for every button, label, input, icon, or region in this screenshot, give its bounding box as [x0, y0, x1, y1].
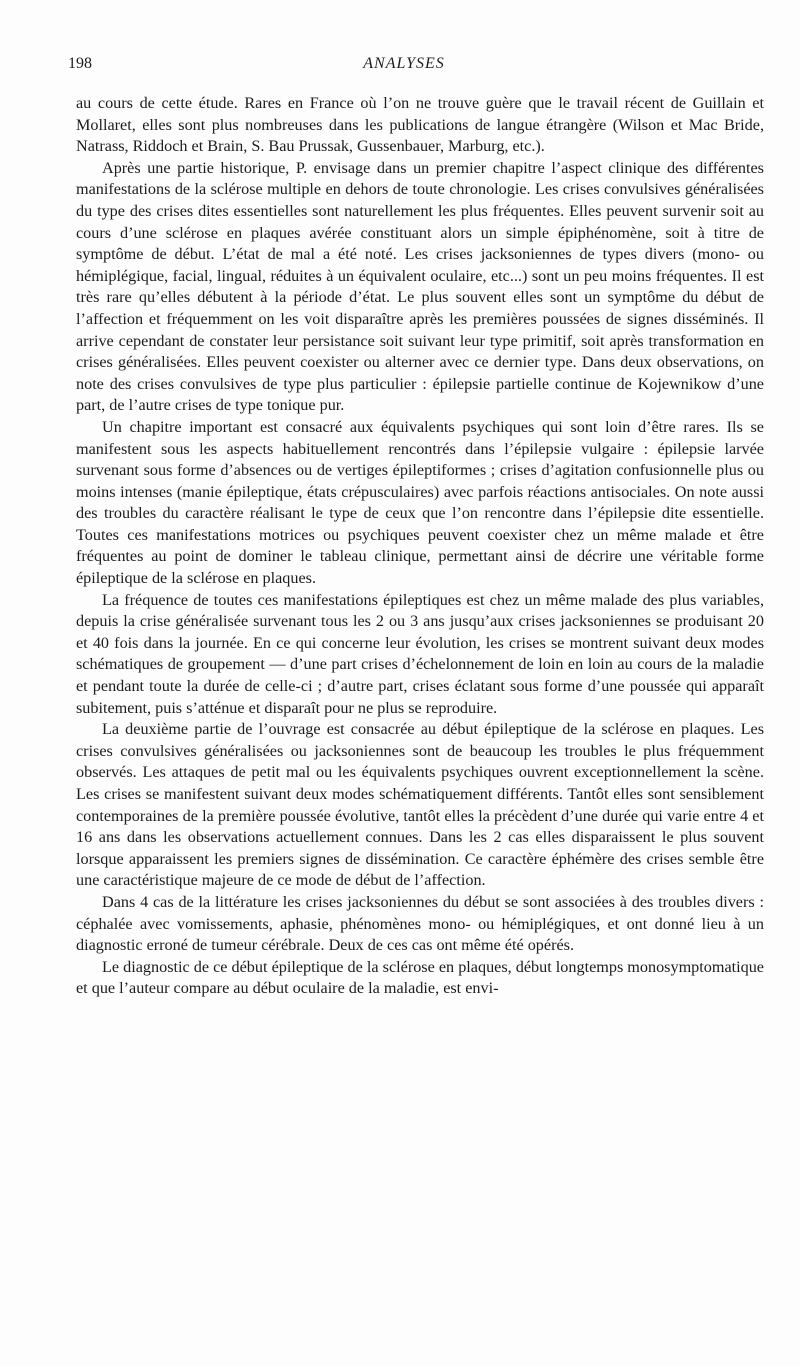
page-header	[68, 55, 740, 79]
paragraph: Le diagnostic de ce début épileptique de la sclérose en plaques, début longtemps monosymptomatique et que l’auteur compare au début oculaire de la maladie, est envi-	[76, 957, 764, 998]
paragraph: Un chapitre important est consacré aux équivalents psychiques qui sont loin d’être rares. Ils se manifestent sous les aspects habituellement rencontrés dans l’épilepsie vulgaire : épilepsie larvée survenant sous forme d’absences ou de vertiges épileptiformes ; crises d’agitation confusionnelle plus ou moins intenses (manie épileptique, états crépusculaires) avec parfois réactions antisociales. On note aussi des troubles du caractère réalisant le type de ceux que l’on rencontre dans l’épilepsie dite essentielle. Toutes ces manifestations motrices ou psychiques peuvent coexister chez un même malade et être fréquentes au point de dominer le tableau clinique, permettant ainsi de décrire une véritable forme épileptique de la sclérose en plaques.	[76, 417, 764, 588]
paragraph: Après une partie historique, P. envisage dans un premier chapitre l’aspect clinique des différentes manifestations de la sclérose multiple en dehors de toute chronologie. Les crises convulsives généralisées du type des crises dites essentielles sont naturellement les plus fréquentes. Elles peuvent survenir soit au cours d’une sclérose en plaques avérée constituant alors un simple épiphénomène, soit à titre de symptôme de début. L’état de mal a été noté. Les crises jacksoniennes de types divers (mono- ou hémiplégique, facial, lingual, réduites à un équivalent oculaire, etc...) sont un peu moins fréquentes. Il est très rare qu’elles débutent à la période d’état. Le plus souvent elles sont un symptôme du début de l’affection et fréquemment on les voit disparaître après les premières poussées de signes disséminés. Il arrive cependant de constater leur persistance soit suivant leur type primitif, soit après transformation en crises généralisées. Elles peuvent coexister ou alterner avec ce dernier type. Dans deux observations, on note des crises convulsives de type plus particulier : épilepsie partielle continue de Kojewnikow d’une part, de l’autre crises de type tonique pur.	[76, 158, 764, 415]
page-number: 198	[68, 55, 92, 72]
body-text	[76, 93, 764, 1000]
running-title: ANALYSES	[363, 55, 445, 72]
paragraph: Dans 4 cas de la littérature les crises jacksoniennes du début se sont associées à des troubles divers : céphalée avec vomissements, aphasie, phénomènes mono- ou hémiplégiques, et ont donné lieu à un diagnostic erroné de tumeur cérébrale. Deux de ces cas ont même été opérés.	[76, 892, 764, 955]
paragraph: au cours de cette étude. Rares en France où l’on ne trouve guère que le travail récent de Guillain et Mollaret, elles sont plus nombreuses dans les publications de langue étrangère (Wilson et Mac Bride, Natrass, Riddoch et Brain, S. Bau Prussak, Gussenbauer, Marburg, etc.).	[76, 94, 764, 156]
paragraph: La fréquence de toutes ces manifestations épileptiques est chez un même malade des plus variables, depuis la crise généralisée survenant tous les 2 ou 3 ans jusqu’aux crises jacksoniennes se produisant 20 et 40 fois dans la journée. En ce qui concerne leur évolution, les crises se montrent suivant deux modes schématiques de groupement — d’une part crises d’échelonnement de loin en loin au cours de la maladie et pendant toute la durée de celle-ci ; d’autre part, crises éclatant sous forme d’une poussée qui apparaît subitement, puis s’atténue et disparaît pour ne plus se reproduire.	[76, 590, 764, 717]
paragraph: La deuxième partie de l’ouvrage est consacrée au début épileptique de la sclérose en plaques. Les crises convulsives généralisées ou jacksoniennes sont de beaucoup les troubles le plus fréquemment observés. Les attaques de petit mal ou les équivalents psychiques ouvrent exceptionnellement la scène. Les crises se manifestent suivant deux modes schématiquement différents. Tantôt elles sont sensiblement contemporaines de la première poussée évolutive, tantôt elles la précèdent d’une durée qui varie entre 4 et 16 ans dans les observations actuellement connues. Dans les 2 cas elles disparaissent le plus souvent lorsque apparaissent les premiers signes de dissémination. Ce caractère éphémère des crises semble être une caractéristique majeure de ce mode de début de l’affection.	[76, 720, 764, 890]
